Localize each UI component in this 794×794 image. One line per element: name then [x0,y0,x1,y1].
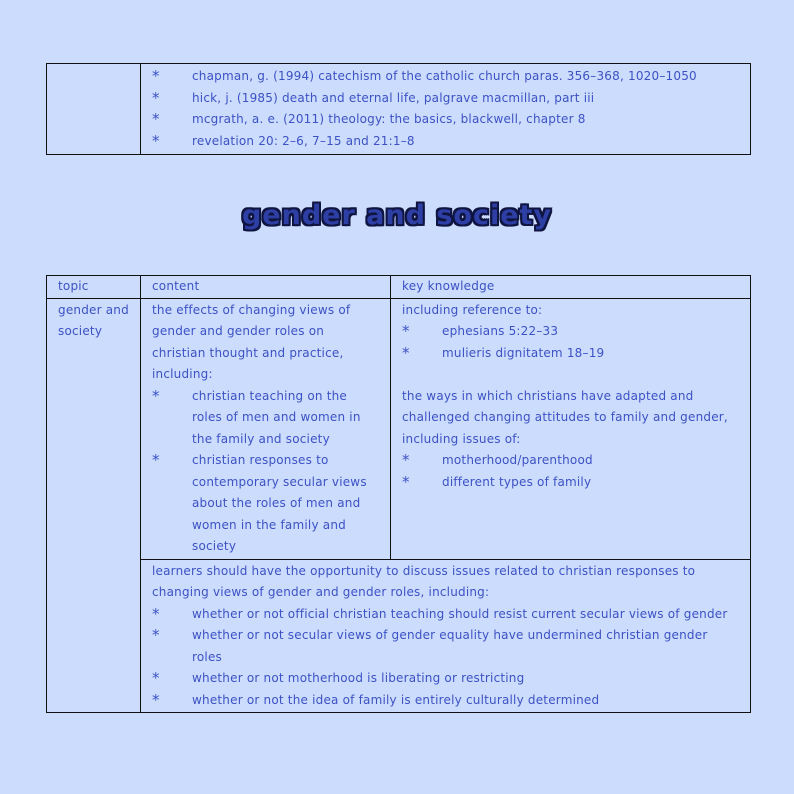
key-knowledge-intro: including reference to: [402,302,543,317]
discussion-intro: learners should have the opportunity to discuss issues related to christian responses to changing views of gender and gender roles, including: [152,563,696,599]
content-cell [141,298,391,559]
bullet-star-icon: * [402,343,410,362]
header-content: content [141,276,391,299]
section-title: gender and society [241,200,553,231]
table-row [47,559,751,713]
bullet-star-icon: * [152,110,160,128]
bullet-star-icon: * [152,386,160,405]
reference-item: * revelation 20: 2–6, 7–15 and 21:1–8 [152,131,740,153]
bullet-star-icon: * [152,88,160,107]
bullet-star-icon: * [152,451,160,469]
bullet-star-icon: * [152,690,160,709]
list-item: * whether or not the idea of family is entirely culturally determined [152,690,740,712]
gender-society-table [46,275,751,713]
bullet-star-icon: * [152,604,160,623]
list-item: * ephesians 5:22–33 [402,321,740,343]
list-item: * whether or not motherhood is liberating or restricting [152,668,740,690]
header-key-knowledge: key knowledge [391,276,751,299]
header-topic: topic [47,276,141,299]
key-knowledge-intro-2: the ways in which christians have adapted and challenged changing attitudes to family and gender, including issues of: [402,388,728,446]
bullet-star-icon: * [402,472,410,491]
table-row [47,298,751,559]
references-empty-cell [47,64,141,155]
discussion-list [152,604,740,712]
list-item: * whether or not secular views of gender equality have undermined christian gender roles [152,626,708,664]
references-table [46,63,751,155]
list-item: * different types of family [402,472,740,494]
bullet-star-icon: * [402,322,410,340]
table-header-row [47,276,751,299]
bullet-star-icon: * [152,626,160,644]
bullet-star-icon: * [152,131,160,150]
bullet-star-icon: * [152,669,160,687]
list-item: * motherhood/parenthood [402,450,740,472]
bullet-star-icon: * [152,67,160,85]
topic-cell: gender and society [47,298,141,713]
reference-item: * hick, j. (1985) death and eternal life, palgrave macmillan, part iii [152,88,740,110]
issues-list [402,450,740,493]
list-item: * christian responses to contemporary secular views about the roles of men and women in the family and society [152,451,367,553]
reference-item: * mcgrath, a. e. (2011) theology: the basics, blackwell, chapter 8 [152,109,740,131]
reference-list [402,321,740,364]
discussion-cell [141,559,751,713]
list-item: * mulieris dignitatem 18–19 [402,343,740,365]
list-item: * christian teaching on the roles of men and women in the family and society [152,386,361,446]
references-cell [141,64,751,155]
content-list [152,386,380,558]
reference-item: * chapman, g. (1994) catechism of the catholic church paras. 356–368, 1020–1050 [152,66,740,88]
bullet-star-icon: * [402,451,410,469]
spacer [402,364,740,386]
content-intro: the effects of changing views of gender and gender roles on christian thought and practice, including: [152,302,351,381]
references-list [152,66,740,152]
key-knowledge-cell [391,298,751,559]
list-item: * whether or not official christian teaching should resist current secular views of gender [152,604,740,626]
